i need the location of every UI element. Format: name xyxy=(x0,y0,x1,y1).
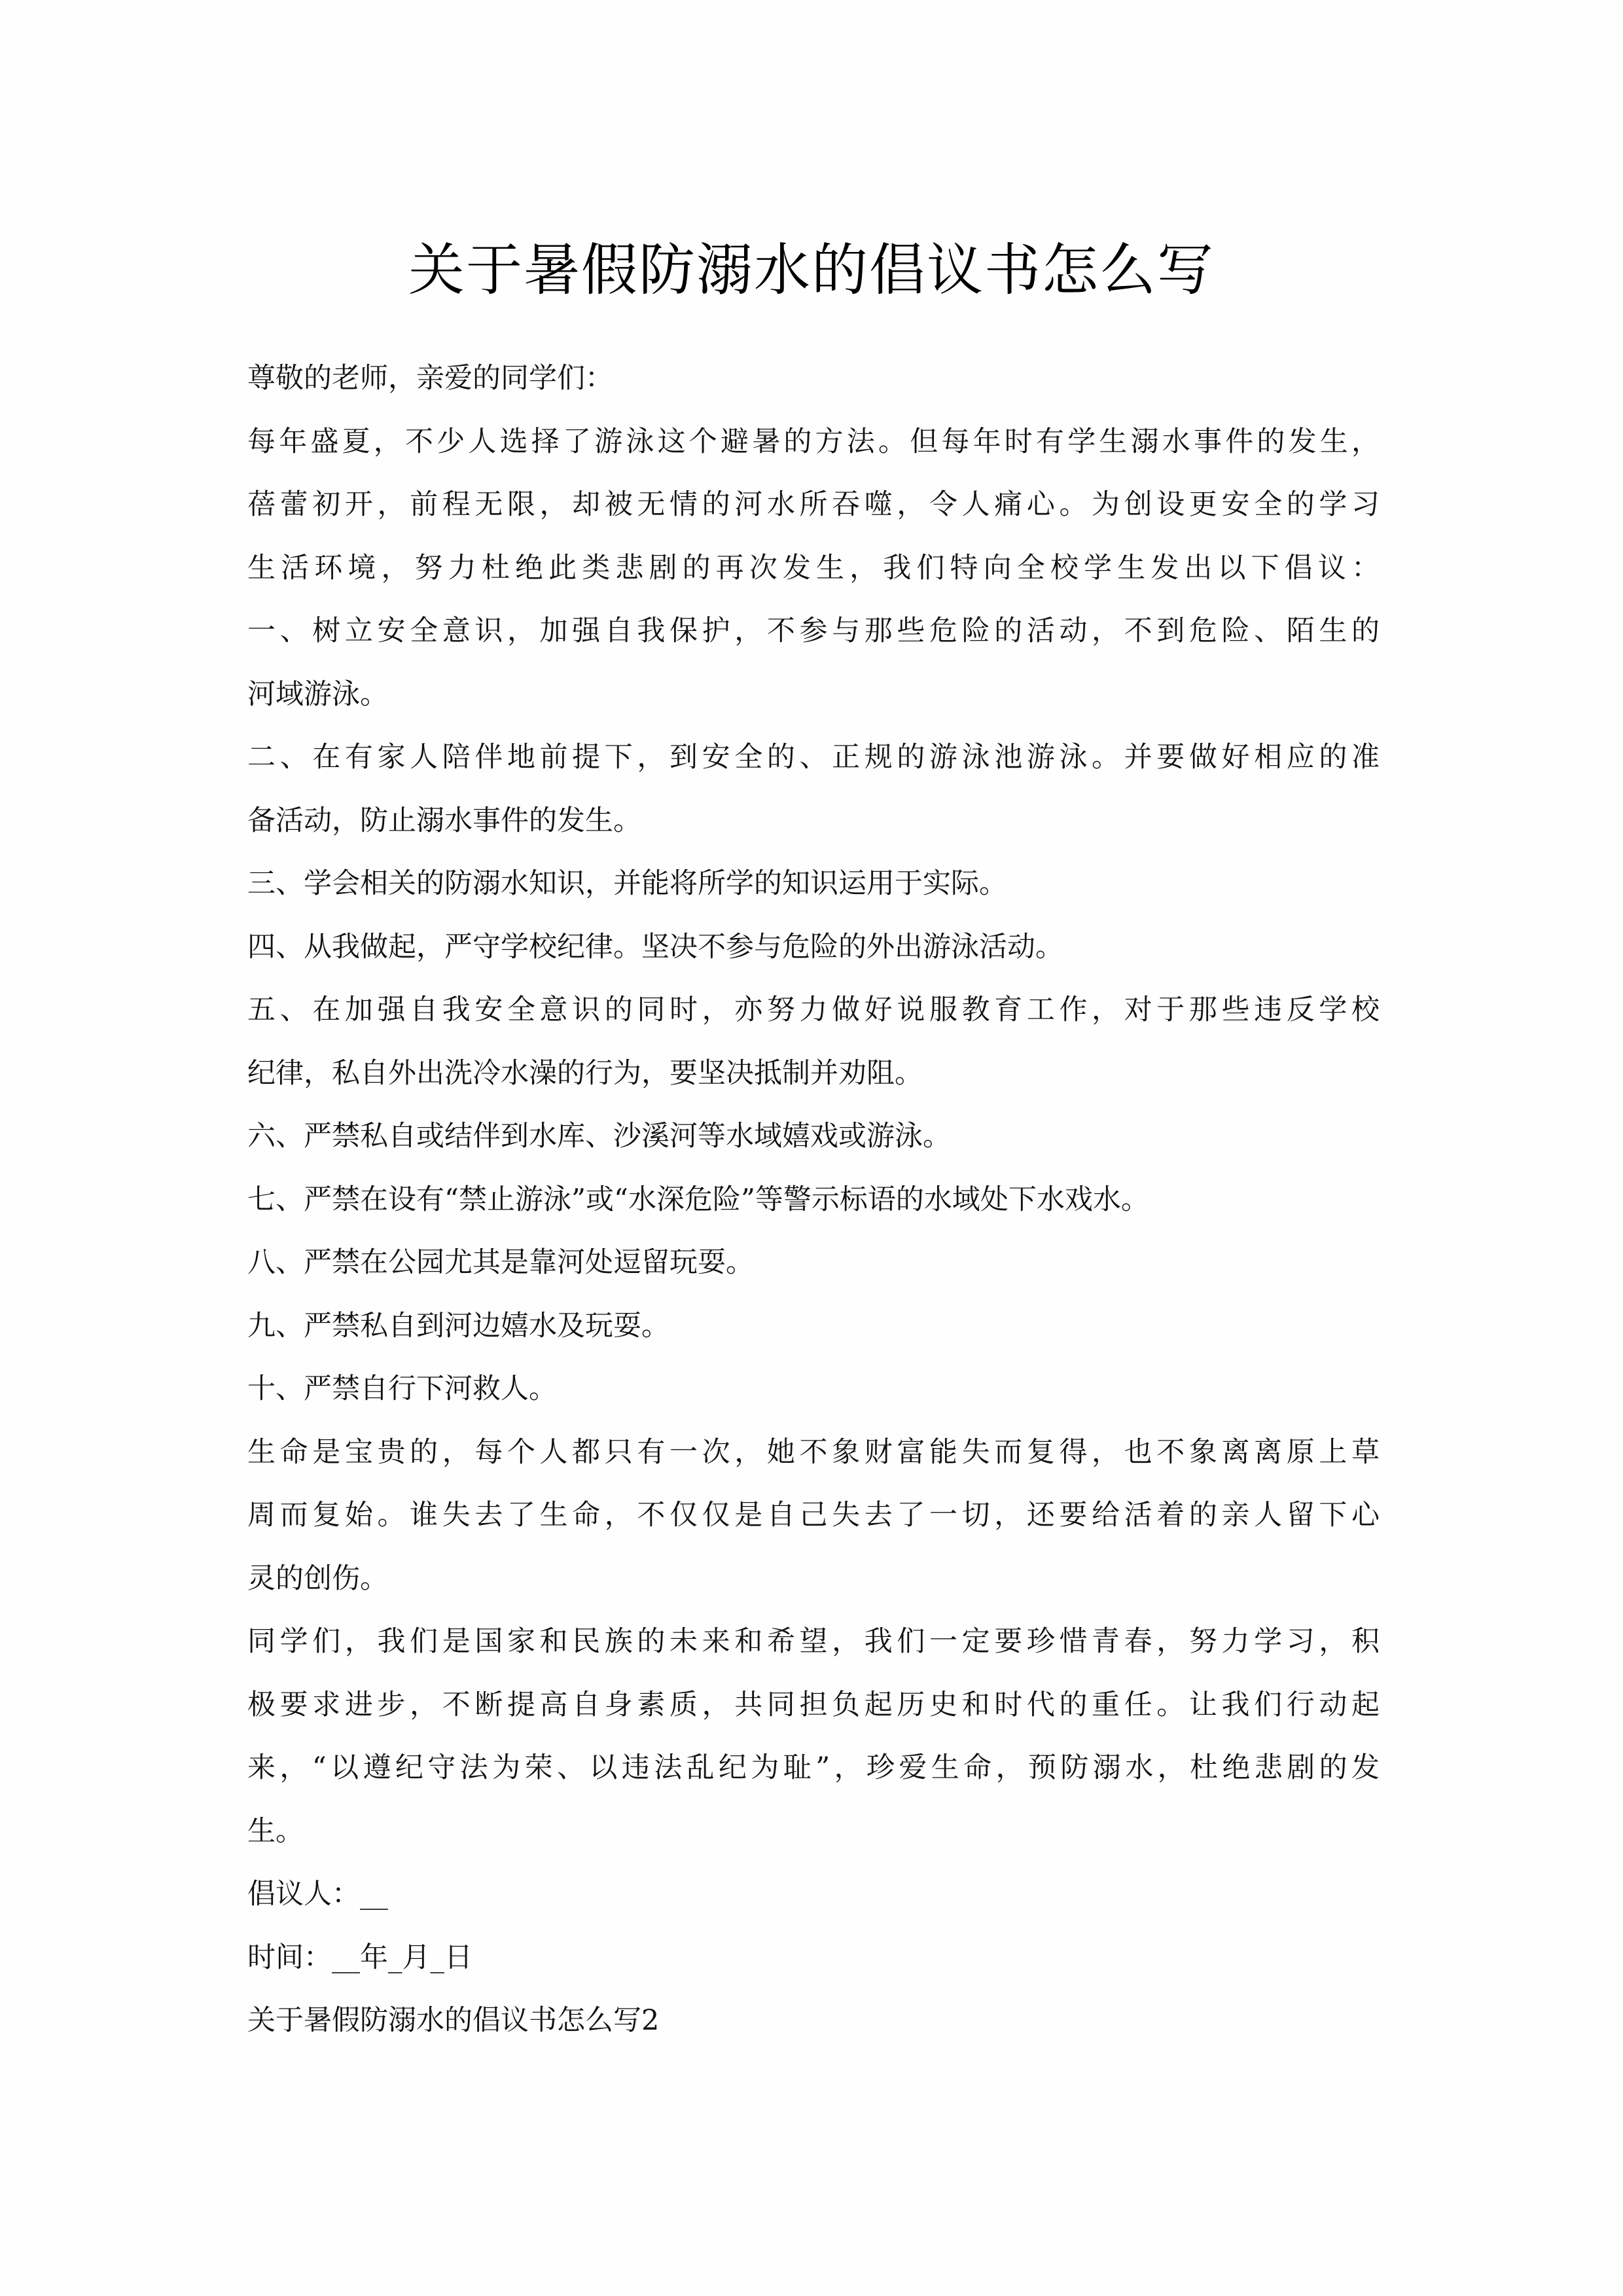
proposal-item-2-cont: 备活动，防止溺水事件的发生。 xyxy=(247,804,641,837)
proposal-item-7: 七、严禁在设有“禁止游泳”或“水深危险”等警示标语的水域处下水戏水。 xyxy=(247,1183,1149,1216)
paragraph-line: 灵的创伤。 xyxy=(247,1562,388,1595)
paragraph-line: 生活环境，努力杜绝此类悲剧的再次发生，我们特向全校学生发出以下倡议： xyxy=(247,551,1380,584)
proposal-item-5-cont: 纪律，私自外出洗冷水澡的行为，要坚决抵制并劝阻。 xyxy=(247,1056,923,1090)
paragraph-line: 周而复始。谁失去了生命，不仅仅是自己失去了一切，还要给活着的亲人留下心 xyxy=(247,1499,1380,1532)
proposer-signature: 倡议人：__ xyxy=(247,1878,388,1910)
paragraph-line: 来，“以遵纪守法为荣、以违法乱纪为耻”，珍爱生命，预防溺水，杜绝悲剧的发 xyxy=(247,1751,1380,1784)
proposal-item-8: 八、严禁在公园尤其是靠河处逗留玩耍。 xyxy=(247,1246,754,1279)
paragraph-line: 生。 xyxy=(247,1814,304,1848)
paragraph-line: 每年盛夏，不少人选择了游泳这个避暑的方法。但每年时有学生溺水事件的发生， xyxy=(247,425,1380,458)
proposal-item-4: 四、从我做起，严守学校纪律。坚决不参与危险的外出游泳活动。 xyxy=(247,930,1063,963)
proposal-item-6: 六、严禁私自或结伴到水库、沙溪河等水域嬉戏或游泳。 xyxy=(247,1120,951,1153)
proposal-item-1-cont: 河域游泳。 xyxy=(247,677,388,711)
salutation: 尊敬的老师，亲爱的同学们： xyxy=(247,362,613,395)
proposal-item-10: 十、严禁自行下河救人。 xyxy=(247,1372,557,1405)
paragraph-line: 蓓蕾初开，前程无限，却被无情的河水所吞噬，令人痛心。为创设更安全的学习 xyxy=(247,488,1380,521)
proposal-item-3: 三、学会相关的防溺水知识，并能将所学的知识运用于实际。 xyxy=(247,867,1007,900)
paragraph-line: 极要求进步，不断提高自身素质，共同担负起历史和时代的重任。让我们行动起 xyxy=(247,1688,1380,1721)
date-line: 时间：__年_月_日 xyxy=(247,1941,473,1974)
next-section-heading: 关于暑假防溺水的倡议书怎么写2 xyxy=(247,2004,660,2037)
document-title: 关于暑假防溺水的倡议书怎么写 xyxy=(408,237,1215,303)
proposal-item-1: 一、树立安全意识，加强自我保护，不参与那些危险的活动，不到危险、陌生的 xyxy=(247,615,1380,647)
proposal-item-9: 九、严禁私自到河边嬉水及玩耍。 xyxy=(247,1309,669,1342)
document-body xyxy=(247,347,1380,2053)
proposal-item-2: 二、在有家人陪伴地前提下，到安全的、正规的游泳池游泳。并要做好相应的准 xyxy=(247,741,1380,774)
paragraph-line: 生命是宝贵的，每个人都只有一次，她不象财富能失而复得，也不象离离原上草 xyxy=(247,1435,1380,1469)
paragraph-line: 同学们，我们是国家和民族的未来和希望，我们一定要珍惜青春，努力学习，积 xyxy=(247,1625,1380,1658)
proposal-item-5: 五、在加强自我安全意识的同时，亦努力做好说服教育工作，对于那些违反学校 xyxy=(247,994,1380,1026)
